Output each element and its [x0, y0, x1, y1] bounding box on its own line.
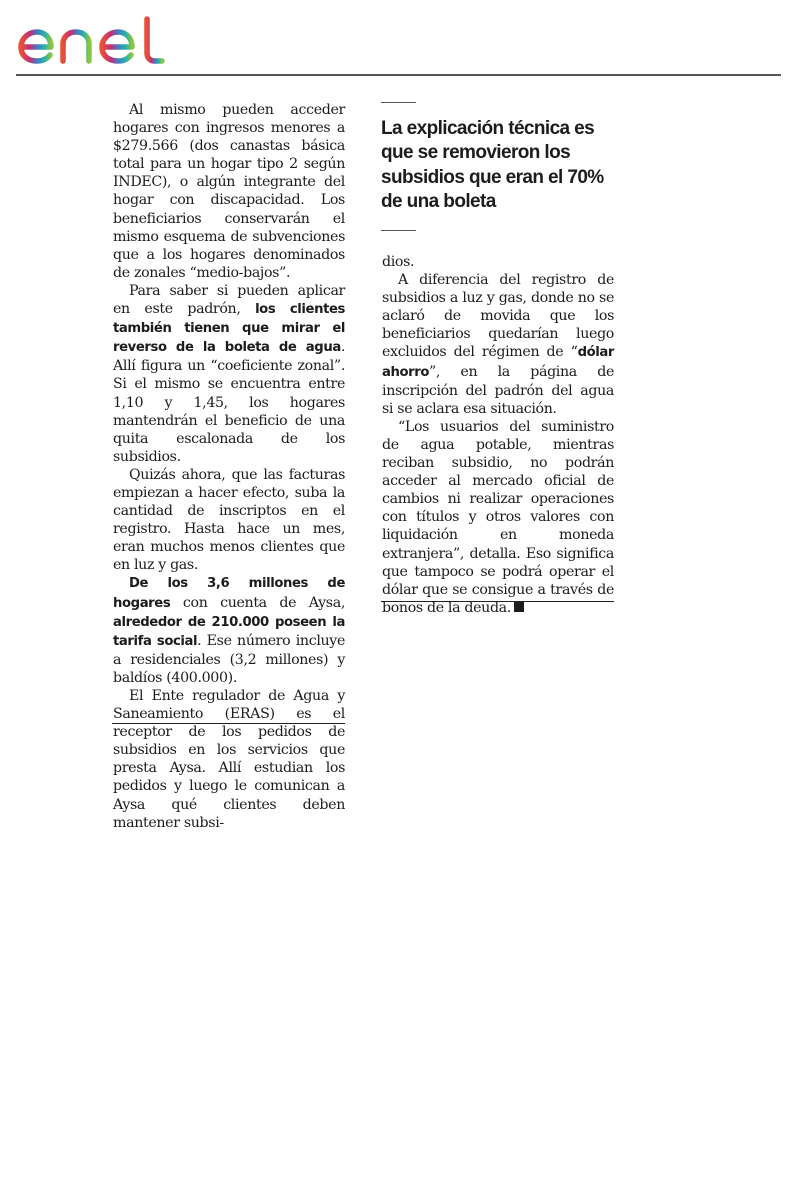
pullquote-rule-top [381, 102, 416, 103]
paragraph-aysa-figures: De los 3,6 millones de hogares con cuenta de Aysa, alrededor de 210.000 poseen la tarifa social. Ese número incluye a residenciales (3,2 millones) y baldíos (400.000). [113, 576, 346, 686]
paragraph-inscriptos: Quizás ahora, que las facturas empiezan a hacer efecto, suba la cantidad de inscriptos en el registro. Hasta hace un mes, eran muchos menos clientes que en luz y gas. [113, 466, 345, 574]
paragraph-padron: Para saber si pueden aplicar en este padrón, los clientes también tienen que mirar el reverso de la boleta de agua. Allí figura un “coeficiente zonal”. Si el mismo se encuentra entre 1,10 y 1,45, los hogares mantendrán el beneficio de una quita escalonada de los subsidios. [113, 282, 345, 465]
paragraph-dolar-ahorro: A diferencia del registro de subsidios a luz y gas, donde no se aclaró de movida que los beneficiarios quedarían luego excluidos del régimen de “dólar ahorro”, en la página de inscripción del padrón del agua si se aclara esa situación. [382, 272, 614, 417]
paragraph-quote: “Los usuarios del suministro de agua potable, mientras reciban subsidio, no podrán acceder al mercado oficial de cambios ni realizar operaciones con títulos y otros valores con liquidación en moneda extranjera”, detalla. Eso significa que tampoco se podrá operar el dólar que se consigue a través de bonos de la deuda. [382, 418, 614, 616]
pullquote: La explicación técnica es que se removieron los subsidios que eran el 70% de una boleta [381, 118, 604, 213]
paragraph-eligibility: Al mismo pueden acceder hogares con ingresos menores a $279.566 (dos canastas básica total para un hogar tipo 2 según INDEC), o algún integrante del hogar con discapacidad. Los beneficiarios conservarán el mismo esquema de subvenciones que a los hogares denominados de zonales “medio-bajos”. [113, 102, 345, 281]
paragraph-continuation: dios. [382, 254, 415, 270]
column-end-rule-left [112, 723, 345, 724]
column-end-rule-right [381, 601, 614, 602]
pullquote-rule-bottom [381, 230, 416, 231]
end-of-article-mark [514, 602, 524, 612]
enel-logo [16, 14, 176, 70]
article-column-right [382, 253, 614, 617]
header-divider [16, 74, 781, 76]
paragraph-eras: El Ente regulador de Agua y Saneamiento (ERAS) es el receptor de los pedidos de subsidios en los servicios que presta Aysa. Allí estudian los pedidos y luego le comunican a Aysa qué clientes deben mantener subsi- [113, 688, 345, 831]
